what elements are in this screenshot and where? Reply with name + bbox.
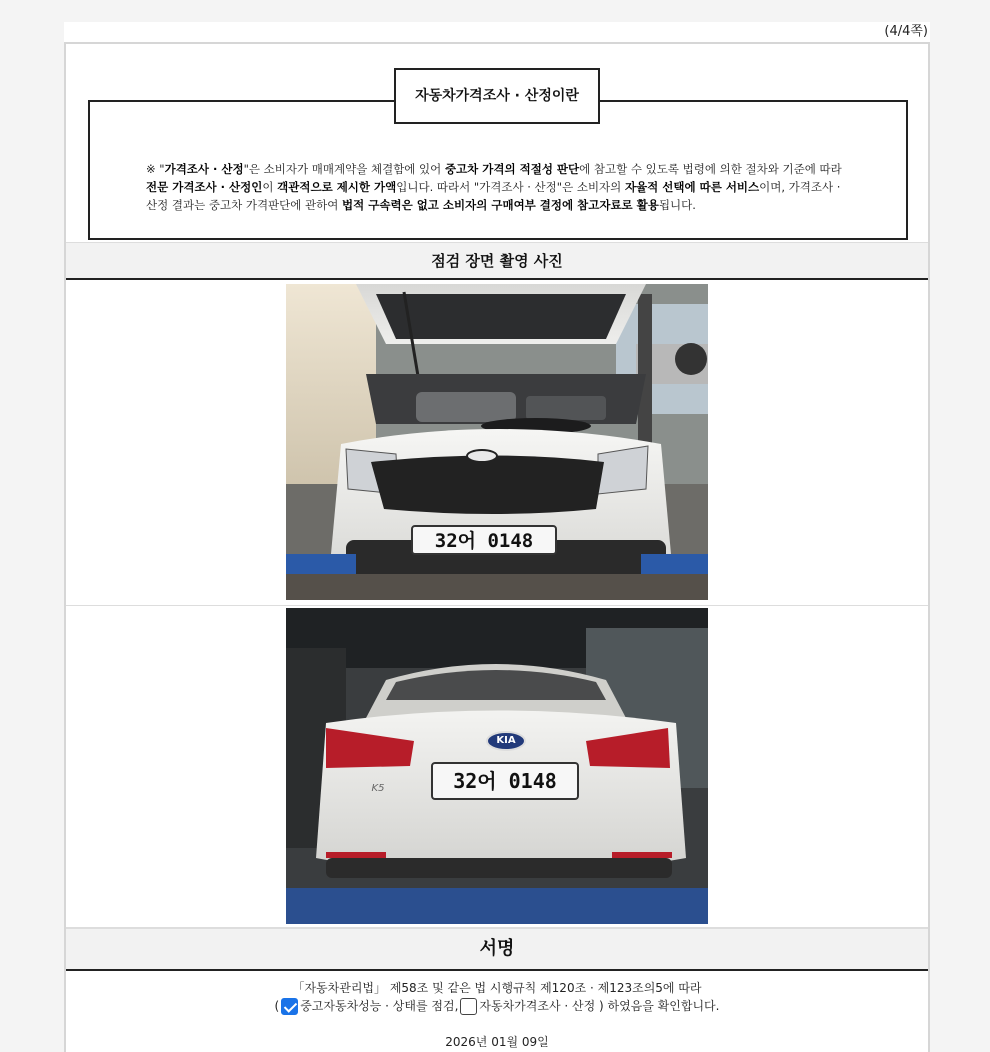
- notice-text-segment: "은 소비자가 매매계약을 체결함에 있어: [243, 162, 445, 176]
- notice-text-segment: 전문 가격조사 · 산정인: [146, 180, 263, 194]
- notice-text-segment: 됩니다.: [658, 198, 696, 212]
- notice-text-segment: 이: [262, 180, 278, 194]
- notice-text-segment: 에 참고할 수 있도록 법령에 의한 절차와 기준에 따라: [579, 162, 842, 176]
- photo-row-rear: [66, 606, 928, 928]
- notice-text-segment: 가격조사 · 산정: [164, 162, 244, 176]
- performance-check-label: 중고자동차성능 · 상태를 점검,: [300, 999, 459, 1013]
- rear-license-plate: 32어 0148: [453, 769, 557, 793]
- rear-car-photo: [286, 608, 708, 924]
- confirmation-line: [66, 997, 928, 1015]
- photo-row-front: [66, 280, 928, 606]
- inspection-report-page: [64, 42, 930, 1052]
- photos-section-header: 점검 장면 촬영 사진: [66, 242, 928, 280]
- law-reference: 「자동차관리법」 제58조 및 같은 법 시행규칙 제120조 · 제123조의5에 따라: [292, 981, 702, 995]
- open-paren: (: [274, 999, 280, 1013]
- notice-text: [146, 160, 846, 214]
- price-assessment-label: 자동차가격조사 · 산정 ) 하였음을 확인합니다.: [479, 999, 720, 1013]
- price-assessment-checkbox[interactable]: [460, 998, 477, 1015]
- front-license-plate: 32어 0148: [434, 530, 534, 552]
- page-number: (4/4쪽): [64, 22, 930, 42]
- notice-text-segment: 자율적 선택에 따른 서비스: [624, 180, 760, 194]
- notice-text-segment: ※ ": [146, 162, 165, 176]
- signature-date: 2026년 01월 09일: [445, 1035, 549, 1049]
- performance-check-checkbox[interactable]: [281, 998, 298, 1015]
- notice-title: 자동차가격조사 · 산정이란: [394, 68, 600, 124]
- signature-section-header: 서명: [66, 928, 928, 971]
- signature-area: [66, 971, 928, 1051]
- notice-text-segment: 입니다. 따라서 "가격조사 · 산정"은 소비자의: [396, 180, 625, 194]
- rear-brand-badge: KIA: [496, 735, 516, 746]
- notice-text-segment: 법적 구속력은 없고 소비자의 구매여부 결정에 참고자료로 활용: [342, 198, 659, 212]
- notice-text-segment: 이며, 가격조사 · 산정 결과는 중고차 가격판단에 관하여: [146, 180, 841, 212]
- notice-text-segment: 중고차 가격의 적절성 판단: [444, 162, 580, 176]
- rear-model-badge: K5: [371, 783, 385, 794]
- notice-text-segment: 객관적으로 제시한 가액: [277, 180, 397, 194]
- front-car-photo: [286, 284, 708, 600]
